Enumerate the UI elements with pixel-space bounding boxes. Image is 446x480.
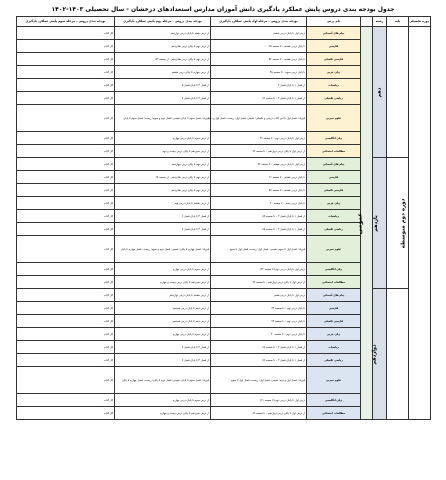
stage2-cell: از فصل ۴ تا پایان فصل ۷ [115, 354, 211, 367]
stage3-cell: کل کتاب [17, 341, 115, 354]
stage1-cell: فیزیک: فصل اول تا آخر کتاب درسی و تکمیلی؛ شیمی: فصل اول؛ زیست: فصل اول و دوم [211, 105, 307, 132]
stage3-cell: کل کتاب [17, 210, 115, 223]
stage2-cell: از درس سوم تا پایان درس چهارم [115, 394, 211, 407]
stage2-cell: از درس نهم تا پایان درس شانزدهم [115, 184, 211, 197]
stage1-cell: تا پایان درس نهم – تا صفحه ۷۳ [211, 302, 307, 315]
subject-cell: ریاضی تکمیلی [307, 354, 361, 367]
stage1-cell: از فصل ۱ تا پایان فصل ۳ – تا صفحه ۸۹ [211, 210, 307, 223]
stage1-cell: درس اول تا پایان درس دوم (تا صفحه ۶۱) [211, 394, 307, 407]
subject-cell: زبان عربی [307, 328, 361, 341]
table-body [17, 27, 431, 420]
stage3-cell: کل کتاب [17, 53, 115, 66]
stage1-cell: درس اول تا پایان درس دوم – تا صفحه ۳۶ [211, 132, 307, 145]
subject-cell: فارسی [307, 171, 361, 184]
header-stage3: بودجه بندی دروس – مرحله سوم پایش عملکرد یادگیری [17, 17, 115, 27]
header-field: رشته [373, 17, 387, 27]
subject-cell: زبان عربی [307, 66, 361, 79]
stage1-cell: فیزیک: فصل اول تا سوم؛ شیمی: فصل اول؛ زیست: فصل اول تا سوم [211, 236, 307, 263]
stage3-cell: کل کتاب [17, 302, 115, 315]
stage3-cell: کل کتاب [17, 79, 115, 92]
subject-cell: علوم تجربی [307, 367, 361, 394]
stage2-cell: از درس نهم تا پایان درس شانزدهم – از صفحه ۶۷ [115, 171, 211, 184]
subject-cell: ریاضیات [307, 341, 361, 354]
stage2-cell: از فصل ۴ تا پایان فصل ۷ [115, 92, 211, 105]
stage2-cell: از درس چهارم تا پایان درس ششم [115, 66, 211, 79]
stage3-cell: کل کتاب [17, 132, 115, 145]
period-label: دوره دوم متوسطه [400, 198, 407, 248]
stage3-cell: کل کتاب [17, 184, 115, 197]
subject-cell: فارسی [307, 302, 361, 315]
stage1-cell: تا پایان درس هشتم – تا صفحه ۶۵ [211, 40, 307, 53]
grade-name-cell [373, 27, 387, 158]
table-row [17, 27, 431, 40]
stage2-cell: از درس دهم تا پایان درس هجدهم [115, 302, 211, 315]
subject-cell: زبان انگلیسی [307, 132, 361, 145]
stage2-cell: از درس سوم تا پایان درس چهارم [115, 132, 211, 145]
header-period: دوره تحصیلی [409, 17, 431, 27]
stage1-cell: درس اول تا پایان درس هشتم – تا صفحه ۷۳ [211, 158, 307, 171]
page-title: جدول بودجه بندی دروس پایش عملکرد یادگیری دانش آموزان مدارس استعدادهای درخشان - سال تحصیلی ۱۴۰۳-۱۴۰۲ [51, 6, 395, 13]
subject-cell: فارسی تکمیلی [307, 315, 361, 328]
stage3-cell: کل کتاب [17, 367, 115, 394]
stage3-cell: کل کتاب [17, 394, 115, 407]
stage3-cell: کل کتاب [17, 263, 115, 276]
subject-cell: مطالعات اجتماعی [307, 145, 361, 158]
subject-cell: فارسی تکمیلی [307, 184, 361, 197]
stage2-cell: فیزیک: فصل سوم تا پایان؛ شیمی: فصل دوم و سوم؛ زیست: فصل سوم تا پایان [115, 105, 211, 132]
stage3-cell: کل کتاب [17, 354, 115, 367]
stage1-cell: تا پایان درس هشتم – تا صفحه ۶۶ [211, 171, 307, 184]
subject-cell: علوم تجربی [307, 105, 361, 132]
stage2-cell: از درس ششم تا پایان درس نهم [115, 197, 211, 210]
header-stage1: بودجه بندی دروس – مرحله اول پایش عملکرد یادگیری [211, 17, 307, 27]
stage2-cell: از درس سوم تا پایان درس چهارم [115, 328, 211, 341]
stage2-cell: از درس نهم تا پایان درس شانزدهم [115, 40, 211, 53]
stage3-cell: کل کتاب [17, 407, 115, 420]
stage3-cell: کل کتاب [17, 315, 115, 328]
stage2-cell: از درس هشتم تا پایان درس دوازدهم [115, 289, 211, 302]
stage1-cell: از فصل ۱ تا پایان فصل ۳ – تا صفحه ۷۶ [211, 354, 307, 367]
stage2-cell: از فصل ۴ تا پایان فصل ۵ [115, 79, 211, 92]
stage1-cell: تا پایان درس سوم – تا صفحه ۴۸ [211, 66, 307, 79]
stage2-cell: از درس سیزدهم تا پایان درس بیست و دوم [115, 145, 211, 158]
table-header-row [17, 17, 431, 27]
stage1-cell: از فصل ۱ تا پایان فصل ۳ [211, 79, 307, 92]
subject-cell: ریاضیات [307, 79, 361, 92]
stage2-cell: از درس دهم تا پایان درس هجدهم [115, 315, 211, 328]
subject-cell: زبان عربی [307, 197, 361, 210]
stage1-cell: تا پایان درس هشتم – تا صفحه ۵۲ [211, 53, 307, 66]
stage2-cell: از درس سیزدهم تا پایان درس بیست و چهارم [115, 407, 211, 420]
subject-cell: پیام های آسمانی [307, 289, 361, 302]
stage1-cell: درس اول تا پایان درس دوم (تا صفحه ۳۲) [211, 263, 307, 276]
stage3-cell: کل کتاب [17, 236, 115, 263]
subject-cell: زبان انگلیسی [307, 394, 361, 407]
stage1-cell: از درس اول تا پایان درس دوازدهم – تا صفحه ۷۴ [211, 276, 307, 289]
stage2-cell: از فصل ۴ تا پایان فصل ۷ [115, 223, 211, 236]
stage3-cell: کل کتاب [17, 92, 115, 105]
stage1-cell: درس اول تا پایان درس هفتم [211, 289, 307, 302]
grade-name-cell [373, 289, 387, 420]
stage1-cell: تا پایان درس پنجم – تا صفحه ۴۰ [211, 197, 307, 210]
stage1-cell: از فصل ۱ تا پایان فصل ۳ – تا صفحه ۸۶ [211, 92, 307, 105]
stage3-cell: کل کتاب [17, 276, 115, 289]
stage2-cell: از فصل ۴ تا پایان فصل ۷ [115, 341, 211, 354]
subject-cell: فارسی تکمیلی [307, 53, 361, 66]
stage3-cell: کل کتاب [17, 197, 115, 210]
subject-cell: پیام های آسمانی [307, 27, 361, 40]
stage3-cell: کل کتاب [17, 66, 115, 79]
stage2-cell: از درس سوم تا پایان درس چهارم [115, 263, 211, 276]
grade-name: یازدهم [373, 214, 380, 232]
stage2-cell: فیزیک: فصل سوم تا پایان؛ شیمی: فصل دوم تا پایان؛ زیست: فصل چهارم تا پایان [115, 367, 211, 394]
stage1-cell: تا پایان درس هشتم – تا صفحه ۵۷ [211, 184, 307, 197]
header-blank [361, 17, 373, 27]
stage3-cell: کل کتاب [17, 105, 115, 132]
period-cell [400, 27, 431, 420]
stage2-cell: از درس هفتم تا پایان درس دوازدهم [115, 27, 211, 40]
stage1-cell: از درس اول تا پایان درس دوازدهم – تا صفحه ۸۶ [211, 407, 307, 420]
stage1-cell: از فصل ۱ تا پایان فصل ۳ – تا صفحه ۷۷ [211, 341, 307, 354]
grade-name: دهم [376, 87, 382, 97]
stage1-cell: از فصل ۱ تا پایان فصل ۳ – تا صفحه ۸۸ [211, 223, 307, 236]
header-grade: پایه [387, 17, 409, 27]
header-stage2: بودجه بندی دروس – مرحله دوم پایش عملکرد یادگیری [115, 17, 211, 27]
subject-cell: مطالعات اجتماعی [307, 276, 361, 289]
grade-cell [387, 27, 409, 158]
subject-cell: زبان انگلیسی [307, 263, 361, 276]
stage1-cell: درس اول تا پایان درس ششم [211, 27, 307, 40]
stage3-cell: کل کتاب [17, 27, 115, 40]
stage2-cell: از فصل ۴ تا پایان فصل ۶ [115, 210, 211, 223]
grade-cell [387, 289, 409, 420]
subject-cell: ریاضی تکمیلی [307, 223, 361, 236]
stage2-cell: از درس نهم تا پایان درس شانزدهم – از صفحه ۵۳ [115, 53, 211, 66]
stage3-cell: کل کتاب [17, 145, 115, 158]
stage1-cell: تا پایان درس نهم – تا صفحه ۷۴ [211, 315, 307, 328]
stage2-cell: از درس سیزدهم تا پایان درس بیست و چهارم [115, 276, 211, 289]
budget-table [16, 16, 431, 420]
header-subject: نام درس [307, 17, 361, 27]
stage3-cell: کل کتاب [17, 158, 115, 171]
subject-cell: ریاضی تکمیلی [307, 92, 361, 105]
subject-cell: ریاضیات [307, 210, 361, 223]
stage3-cell: کل کتاب [17, 328, 115, 341]
grade-name: دوازدهم [371, 343, 378, 365]
stage2-cell: فیزیک: فصل چهارم تا پایان؛ شیمی: فصل دوم و سوم؛ زیست: فصل چهارم تا پایان [115, 236, 211, 263]
stage3-cell: کل کتاب [17, 289, 115, 302]
subject-cell: پیام های آسمانی [307, 158, 361, 171]
stage3-cell: کل کتاب [17, 223, 115, 236]
stage1-cell: فیزیک: فصل اول و دوم؛ شیمی: فصل اول؛ زیست: فصل اول تا سوم [211, 367, 307, 394]
stage3-cell: کل کتاب [17, 40, 115, 53]
stage2-cell: از درس نهم تا پایان درس چهاردهم [115, 158, 211, 171]
stage1-cell: از درس اول تا پایان درس دوازدهم – تا صفحه ۷۲ [211, 145, 307, 158]
subject-cell: مطالعات اجتماعی [307, 407, 361, 420]
subject-cell: علوم تجربی [307, 236, 361, 263]
stage3-cell: کل کتاب [17, 171, 115, 184]
field-label: عمومی [356, 212, 364, 234]
stage1-cell: تا پایان درس دوم – تا صفحه ۴۰ [211, 328, 307, 341]
subject-cell: فارسی [307, 40, 361, 53]
